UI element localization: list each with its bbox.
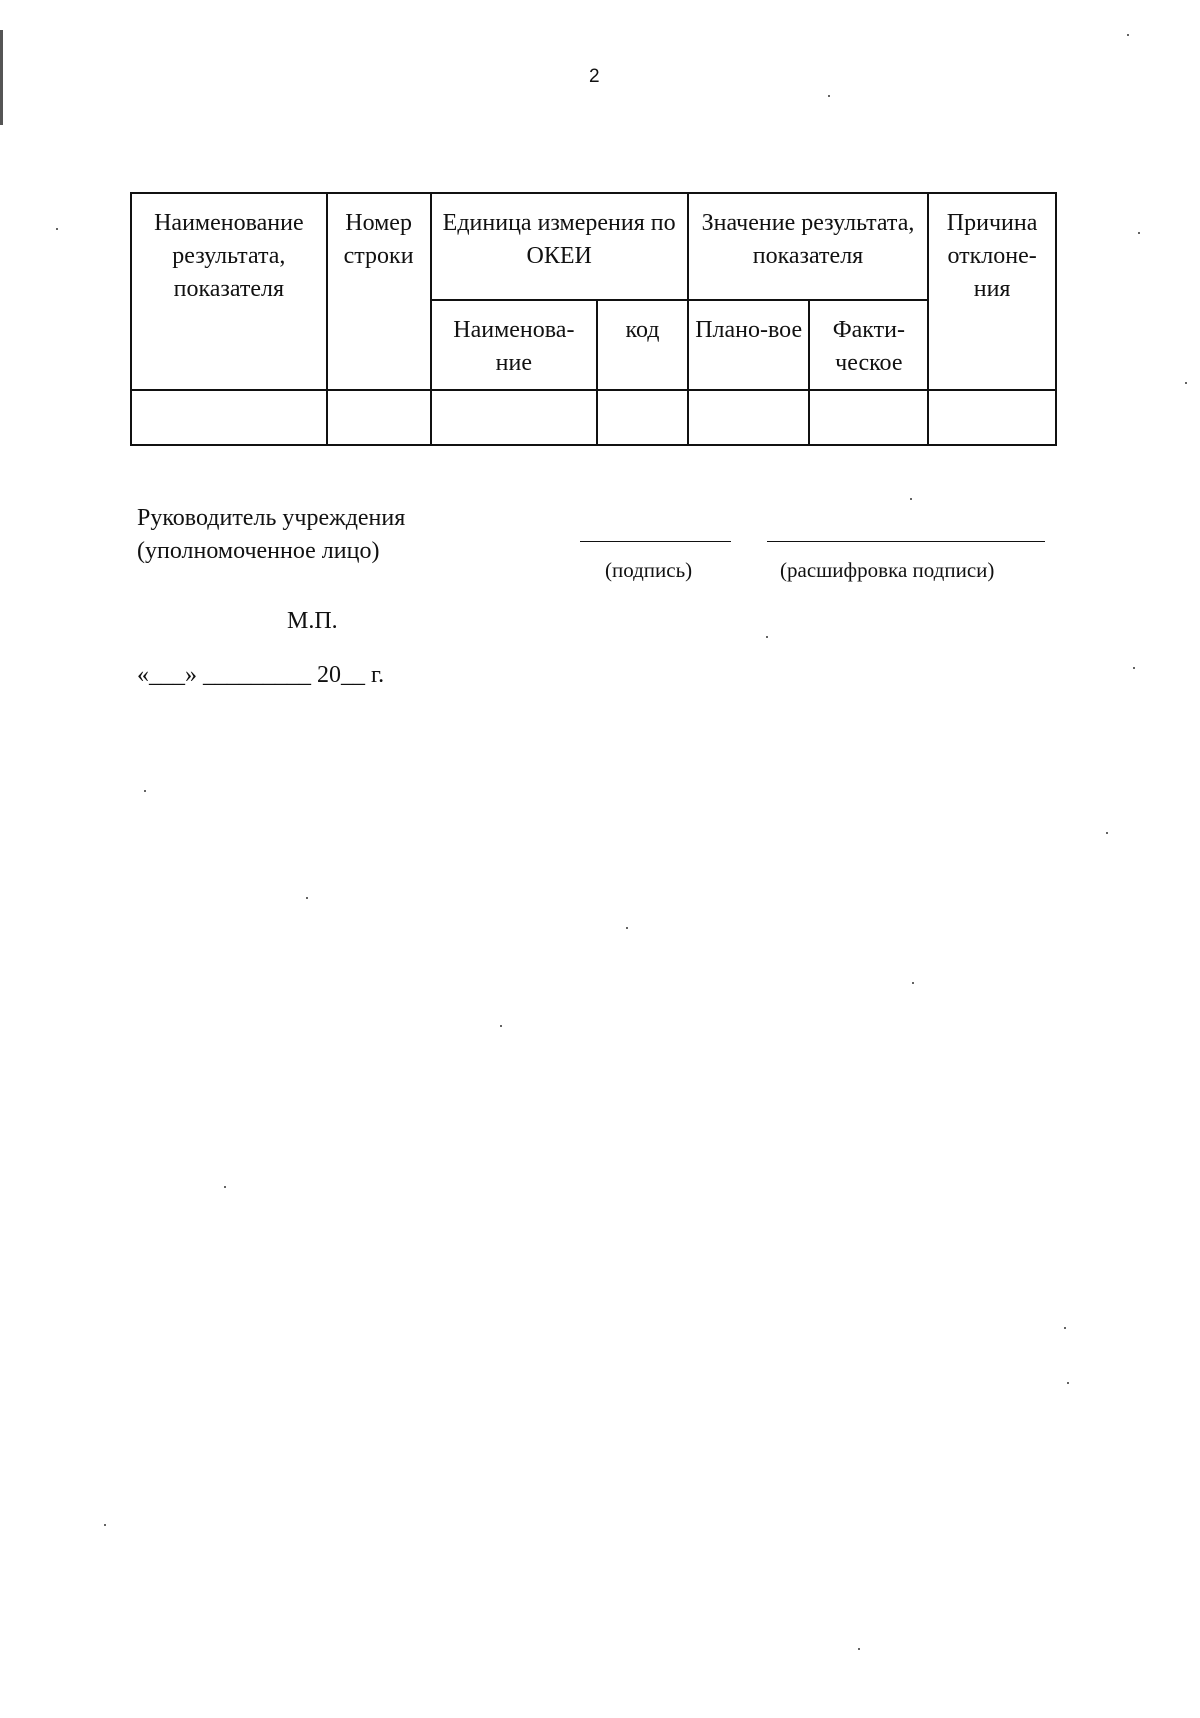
header-unit-group: Единица измерения по ОКЕИ: [431, 193, 688, 300]
scan-speck: [1064, 1327, 1066, 1329]
table-cell: [431, 390, 598, 445]
page-number: 2: [589, 66, 600, 87]
signature-blank-line: [580, 541, 731, 542]
scan-speck: [912, 982, 914, 984]
signatory-line-1: Руководитель учреждения: [137, 505, 406, 531]
header-planned: Плано-вое: [688, 300, 810, 390]
results-table: [130, 192, 1057, 446]
date-line: «___» _________ 20__ г.: [137, 662, 385, 688]
scan-speck: [626, 927, 628, 929]
table-cell: [809, 390, 928, 445]
decoding-blank-line: [767, 541, 1045, 542]
scan-speck: [224, 1186, 226, 1188]
header-unit-name: Наименова-ние: [431, 300, 598, 390]
scan-speck: [858, 1648, 860, 1650]
header-unit-code: код: [597, 300, 688, 390]
scan-speck: [828, 95, 830, 97]
scan-speck: [1127, 34, 1129, 36]
scan-speck: [1138, 232, 1140, 234]
scan-speck: [306, 897, 308, 899]
decoding-caption: (расшифровка подписи): [780, 558, 995, 582]
scan-speck: [1133, 667, 1135, 669]
scan-speck: [500, 1025, 502, 1027]
signature-caption: (подпись): [605, 558, 693, 582]
header-name: Наименование результата, показателя: [131, 193, 327, 390]
scan-speck: [1106, 832, 1108, 834]
scan-edge-mark: [0, 30, 3, 125]
table-cell: [597, 390, 688, 445]
table-header-row: [131, 193, 1056, 300]
table-row: [131, 390, 1056, 445]
scan-speck: [766, 636, 768, 638]
scan-speck: [1067, 1382, 1069, 1384]
scan-speck: [104, 1524, 106, 1526]
header-row-number: Номер строки: [327, 193, 431, 390]
scan-speck: [910, 498, 912, 500]
scan-speck: [56, 228, 58, 230]
table-cell: [928, 390, 1056, 445]
scan-speck: [144, 790, 146, 792]
stamp-place-label: М.П.: [287, 608, 338, 634]
header-value-group: Значение результата, показателя: [688, 193, 928, 300]
signatory-line-2: (уполномоченное лицо): [137, 538, 380, 564]
header-actual: Факти-ческое: [809, 300, 928, 390]
header-reason: Причина отклоне-ния: [928, 193, 1056, 390]
table-cell: [688, 390, 810, 445]
scan-speck: [1185, 382, 1187, 384]
signatory-label: [137, 502, 405, 568]
table-cell: [327, 390, 431, 445]
table-cell: [131, 390, 327, 445]
